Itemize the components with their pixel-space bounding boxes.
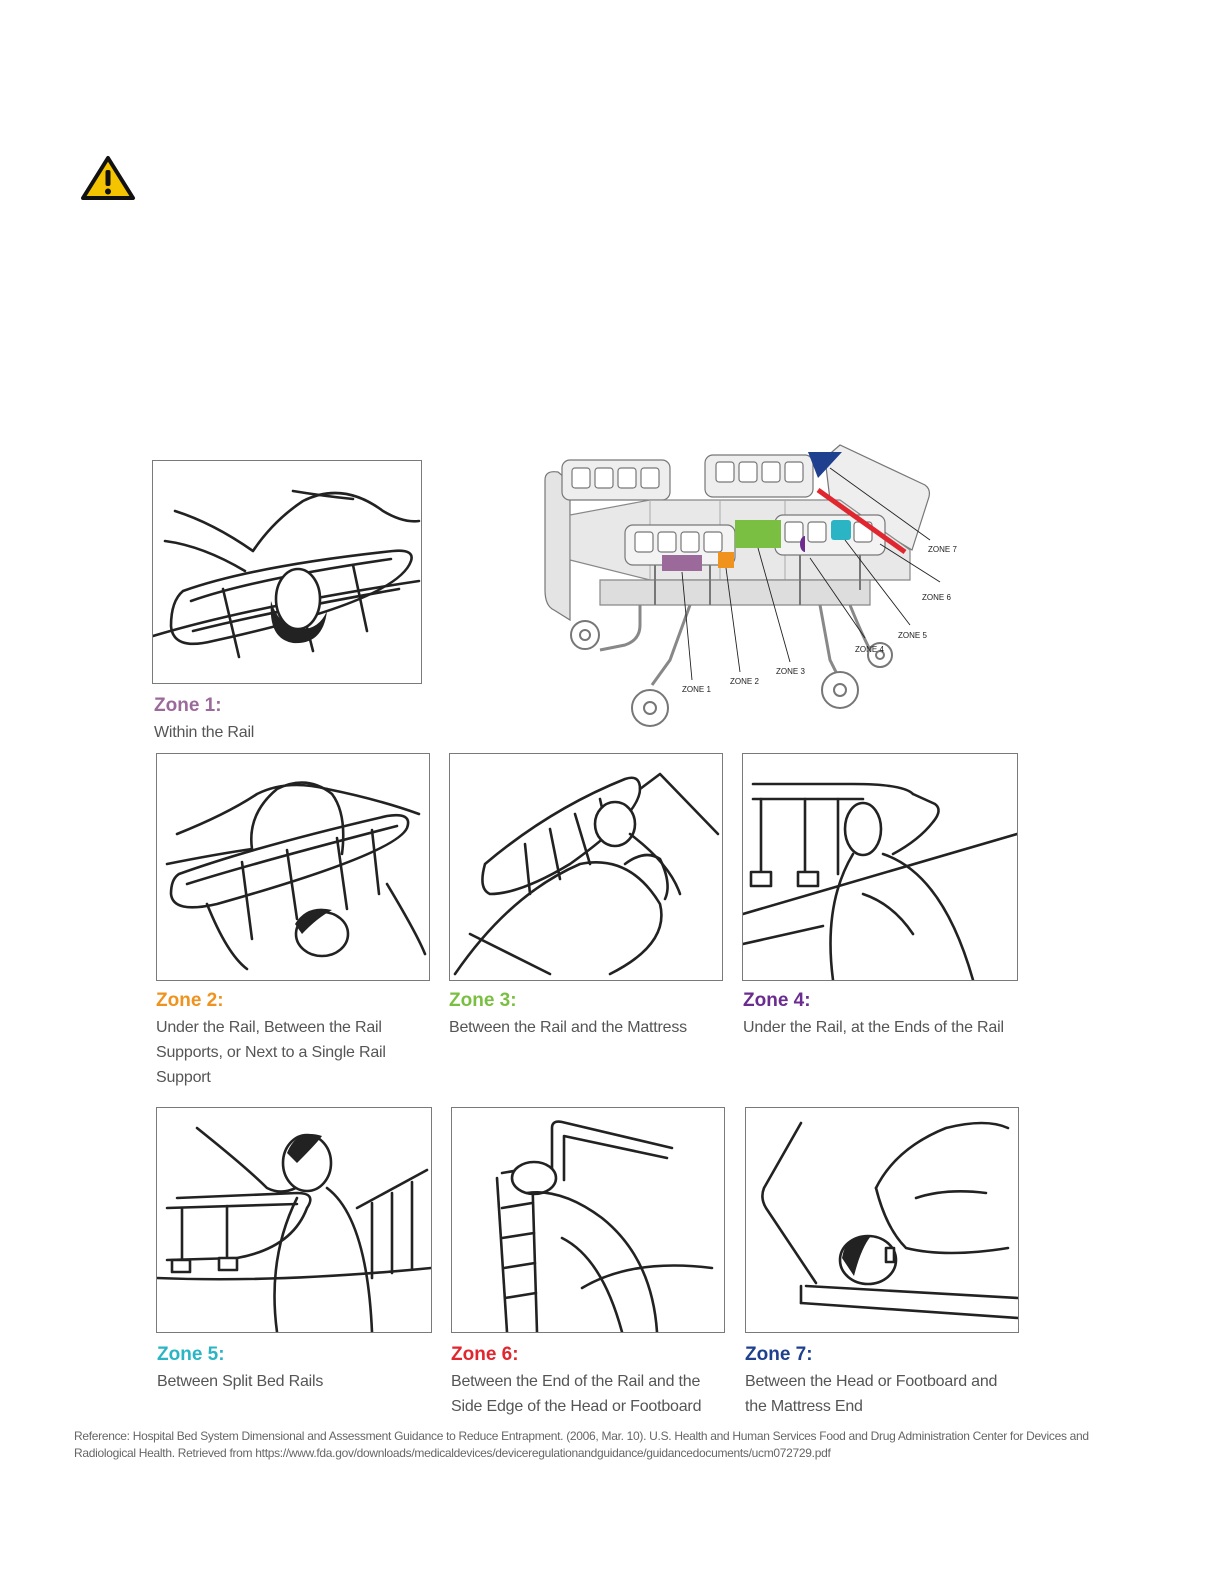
zone-3-desc: Between the Rail and the Mattress [449, 1019, 687, 1036]
bed-zone-diagram [540, 440, 980, 740]
zone-1-title: Zone 1: [154, 695, 222, 716]
zone-6-desc: Between the End of the Rail and the Side Edge of the Head or Footboard [451, 1373, 702, 1415]
zone-1-caption [154, 694, 254, 745]
zone-2-mark [718, 552, 734, 568]
zone-2-title: Zone 2: [156, 990, 224, 1011]
diagram-label-zone-6: ZONE 6 [922, 593, 951, 602]
diagram-label-zone-2: ZONE 2 [730, 677, 759, 686]
diagram-label-zone-3: ZONE 3 [776, 667, 805, 676]
zone-5-mark [831, 520, 851, 540]
zone-1-desc: Within the Rail [154, 724, 255, 741]
diagram-label-zone-4: ZONE 4 [855, 645, 884, 654]
zone-7-desc: Between the Head or Footboard and the Mattress End [745, 1373, 998, 1415]
reference-text [74, 1428, 1154, 1462]
zone-3-caption [449, 989, 687, 1040]
reference-line-2: Radiological Health. Retrieved from https://www.fda.gov/downloads/medicaldevices/deviceregulationandguidance/guidancedocuments/ucm072729.pdf [74, 1446, 831, 1460]
zone-2-illustration [156, 753, 430, 981]
diagram-label-zone-1: ZONE 1 [682, 685, 711, 694]
zone-3-illustration [449, 753, 723, 981]
zone-3-title: Zone 3: [449, 990, 517, 1011]
zone-5-caption [157, 1343, 323, 1394]
zone-1-illustration [152, 460, 422, 684]
zone-7-title: Zone 7: [745, 1344, 813, 1365]
zone-2-caption [156, 989, 386, 1090]
zone-7-illustration [745, 1107, 1019, 1333]
zone-4-desc: Under the Rail, at the Ends of the Rail [743, 1019, 1004, 1036]
warning-icon [80, 155, 136, 201]
zone-2-desc: Under the Rail, Between the Rail Supports, or Next to a Single Rail Support [156, 1019, 386, 1086]
diagram-label-zone-5: ZONE 5 [898, 631, 927, 640]
zone-6-title: Zone 6: [451, 1344, 519, 1365]
zone-5-illustration [156, 1107, 432, 1333]
zone-5-title: Zone 5: [157, 1344, 225, 1365]
zone-4-illustration [742, 753, 1018, 981]
reference-line-1: Reference: Hospital Bed System Dimensional and Assessment Guidance to Reduce Entrapment. (2006, Mar. 10). U.S. Health and Human Services Food and Drug Administration Center for Devices and [74, 1429, 1089, 1443]
zone-4-title: Zone 4: [743, 990, 811, 1011]
diagram-label-zone-7: ZONE 7 [928, 545, 957, 554]
zone-3-mark [735, 520, 781, 548]
zone-4-caption [743, 989, 1004, 1040]
zone-7-caption [745, 1343, 997, 1419]
zone-1-mark [662, 555, 702, 571]
zone-6-caption [451, 1343, 701, 1419]
zone-6-illustration [451, 1107, 725, 1333]
zone-5-desc: Between Split Bed Rails [157, 1373, 324, 1390]
